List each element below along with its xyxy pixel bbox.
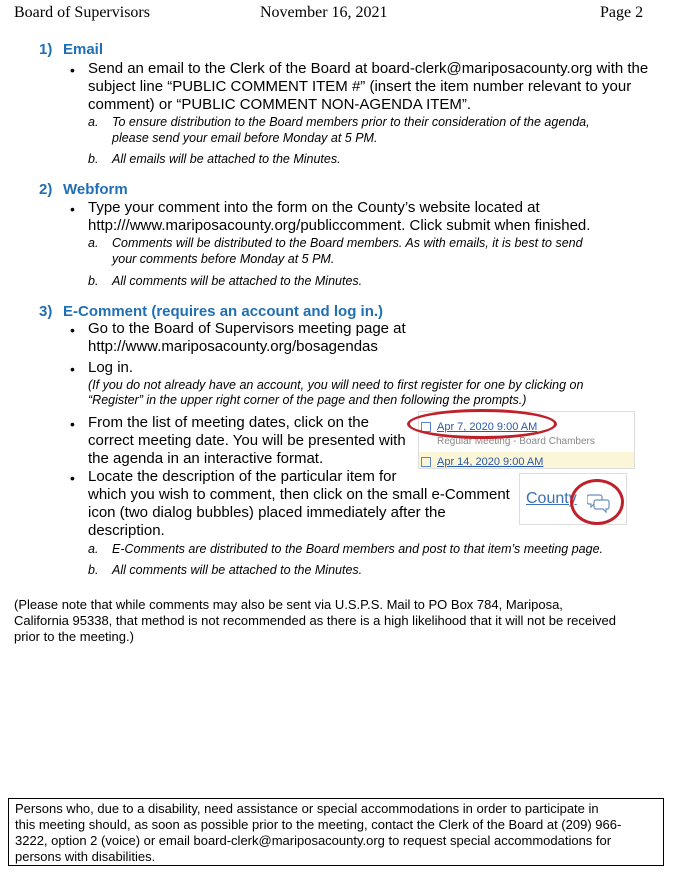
bullet-dot: •: [70, 201, 75, 217]
email-instructions: Send an email to the Clerk of the Board at board-clerk@mariposacounty.org with the subject line “PUBLIC COMMENT ITEM #” (insert the item number relevant to your comment) or “PUBLIC COMMENT NON-AGENDA ITEM”.: [88, 60, 649, 113]
bullet-dot: •: [70, 62, 75, 78]
bullet-dot: •: [70, 322, 75, 338]
webform-instructions: Type your comment into the form on the County’s website located at http:///www.mariposacounty.org/publiccomment. Click submit when finished.: [88, 199, 591, 234]
ecomment-step-3: From the list of meeting dates, click on the correct meeting date. You will be presented with the agenda in an interactive format.: [88, 414, 406, 467]
accessibility-notice: Persons who, due to a disability, need assistance or special accommodations in order to participate in this meeting should, as soon as possible prior to the meeting, contact the Clerk of the Board at (209) 966- 3222, option 2 (voice) or email board-clerk@mariposacounty.org to request special accommodations for persons with disabilities.: [8, 798, 664, 866]
highlight-ring: [407, 409, 557, 439]
ecomment-register-note: (If you do not already have an account, you will need to first register for one by clicking on “Register” in the upper right corner of the page and then following the prompts.): [88, 378, 584, 407]
section-webform-title: 2) Webform: [39, 181, 128, 198]
header-board: Board of Supervisors: [14, 4, 150, 21]
bullet-dot: •: [70, 416, 75, 432]
meeting-date-link: Apr 7, 2020 9:00 AM: [421, 421, 537, 433]
calendar-icon: [421, 457, 431, 467]
ecomment-step-4: Locate the description of the particular item for which you wish to comment, then click on the small e-Comment icon (two dialog bubbles) placed immediately after the description.: [88, 468, 510, 539]
ecomment-note-b: b. All comments will be attached to the Minutes.: [88, 563, 363, 577]
ecomment-note-a: a. E-Comments are distributed to the Board members and post to that item’s meeting page.: [88, 542, 603, 556]
webform-note-a: a. Comments will be distributed to the Board members. As with emails, it is best to send your comments before Monday at 5 PM.: [88, 236, 583, 266]
county-link: County: [526, 490, 577, 507]
mail-note: (Please note that while comments may also be sent via U.S.P.S. Mail to PO Box 784, Mariposa, California 95338, that method is not recommended as there is a high likelihood that it will not be received prior to the meeting.): [14, 597, 616, 644]
highlight-ring: [570, 479, 624, 525]
header-page: Page 2: [600, 4, 644, 21]
meeting-date-link: Apr 14, 2020 9:00 AM: [421, 456, 543, 468]
email-note-b: b. All emails will be attached to the Minutes.: [88, 152, 341, 166]
section-email-title: 1) Email: [39, 41, 104, 58]
section-ecomment-title: 3) E-Comment (requires an account and log in.): [39, 303, 384, 320]
ecomment-step-1: Go to the Board of Supervisors meeting page at http://www.mariposacounty.org/bosagendas: [88, 320, 406, 355]
webform-note-b: b. All comments will be attached to the Minutes.: [88, 274, 363, 288]
email-note-a: a. To ensure distribution to the Board members prior to their consideration of the agenda, please send your email before Monday at 5 PM.: [88, 115, 590, 145]
bullet-dot: •: [70, 470, 75, 486]
ecomment-step-2: Log in.: [88, 359, 134, 376]
bullet-dot: •: [70, 361, 75, 377]
header-date: November 16, 2021: [260, 4, 388, 21]
meeting-subtitle: Regular Meeting - Board Chambers: [437, 436, 595, 447]
